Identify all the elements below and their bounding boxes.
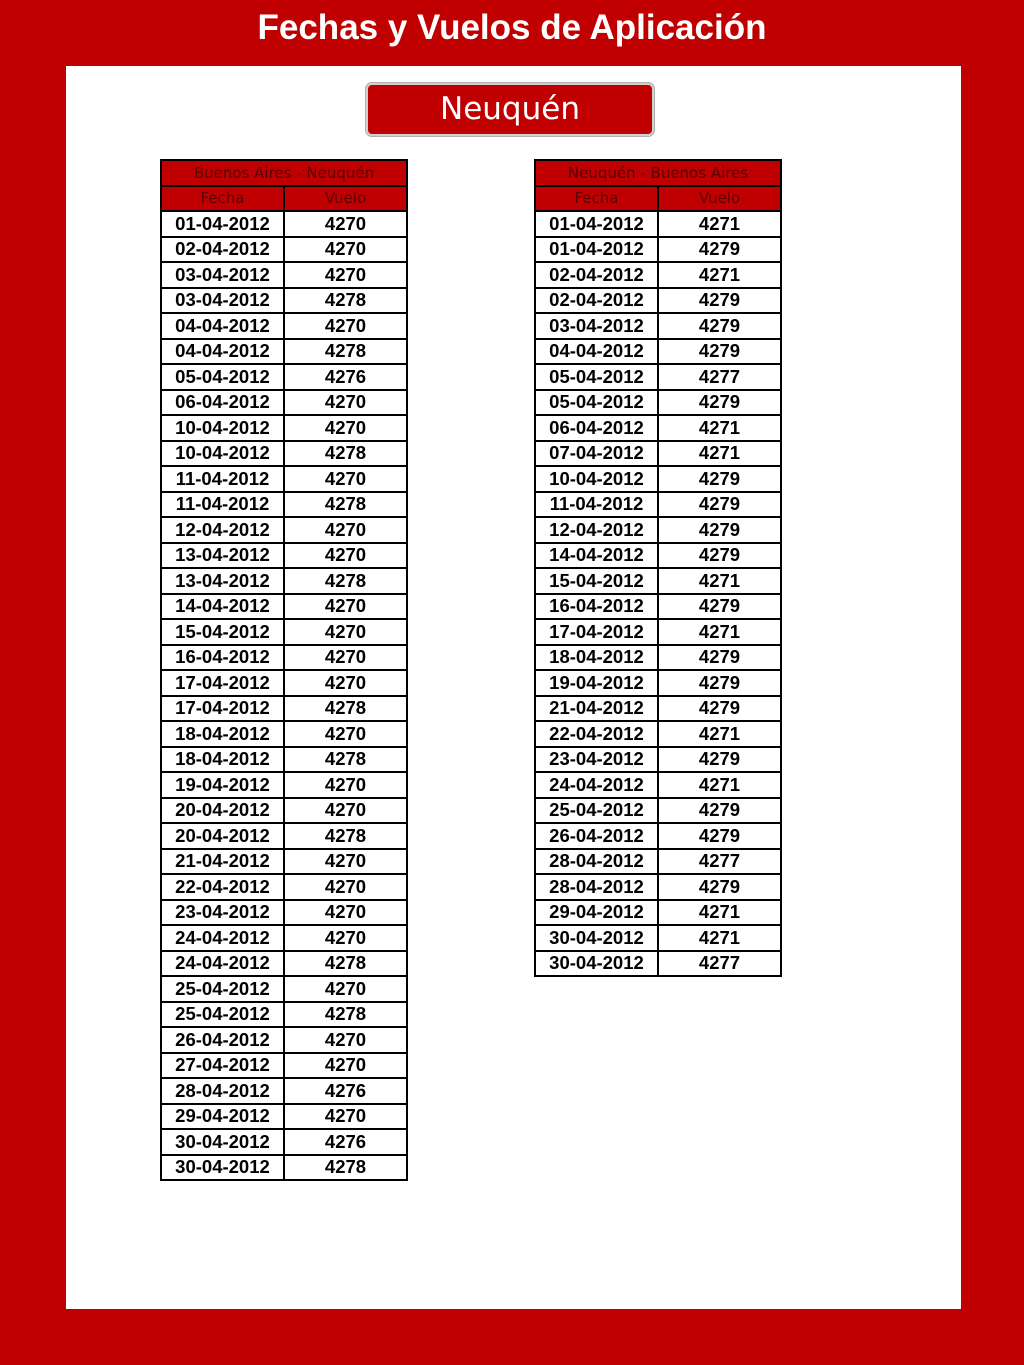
date-cell: 26-04-2012 bbox=[535, 823, 658, 849]
table-row bbox=[535, 874, 781, 900]
table-row bbox=[535, 670, 781, 696]
flight-cell: 4276 bbox=[284, 364, 407, 390]
flights-table-outbound bbox=[160, 159, 408, 1181]
date-cell: 14-04-2012 bbox=[161, 594, 284, 620]
date-cell: 15-04-2012 bbox=[161, 619, 284, 645]
table-row bbox=[535, 747, 781, 773]
flight-cell: 4278 bbox=[284, 288, 407, 314]
flight-cell: 4278 bbox=[284, 568, 407, 594]
table-row bbox=[161, 645, 407, 671]
flight-cell: 4277 bbox=[658, 849, 781, 875]
table-row bbox=[535, 849, 781, 875]
table-row bbox=[161, 976, 407, 1002]
table-row bbox=[535, 925, 781, 951]
flight-cell: 4277 bbox=[658, 951, 781, 977]
flight-cell: 4271 bbox=[658, 619, 781, 645]
table-row bbox=[535, 466, 781, 492]
table-row bbox=[161, 823, 407, 849]
flight-cell: 4271 bbox=[658, 721, 781, 747]
table-row bbox=[161, 721, 407, 747]
flight-cell: 4270 bbox=[284, 900, 407, 926]
table-row bbox=[161, 339, 407, 365]
table-row bbox=[161, 313, 407, 339]
flight-cell: 4270 bbox=[284, 772, 407, 798]
table-row bbox=[161, 1104, 407, 1130]
flight-cell: 4279 bbox=[658, 747, 781, 773]
date-cell: 14-04-2012 bbox=[535, 543, 658, 569]
table-row bbox=[161, 1002, 407, 1028]
flight-cell: 4270 bbox=[284, 517, 407, 543]
flight-cell: 4278 bbox=[284, 747, 407, 773]
date-cell: 10-04-2012 bbox=[161, 441, 284, 467]
date-cell: 30-04-2012 bbox=[535, 951, 658, 977]
table-row bbox=[161, 1155, 407, 1181]
date-cell: 23-04-2012 bbox=[535, 747, 658, 773]
table-row bbox=[161, 517, 407, 543]
date-cell: 03-04-2012 bbox=[161, 288, 284, 314]
flight-cell: 4279 bbox=[658, 313, 781, 339]
table-row bbox=[161, 798, 407, 824]
table-row bbox=[161, 415, 407, 441]
date-cell: 27-04-2012 bbox=[161, 1053, 284, 1079]
flight-cell: 4270 bbox=[284, 849, 407, 875]
date-cell: 11-04-2012 bbox=[161, 466, 284, 492]
flight-cell: 4278 bbox=[284, 339, 407, 365]
table-row bbox=[161, 1053, 407, 1079]
date-cell: 20-04-2012 bbox=[161, 798, 284, 824]
flight-cell: 4279 bbox=[658, 645, 781, 671]
column-header-row bbox=[161, 186, 407, 212]
date-cell: 04-04-2012 bbox=[161, 339, 284, 365]
date-cell: 28-04-2012 bbox=[535, 874, 658, 900]
flight-cell: 4270 bbox=[284, 211, 407, 237]
flight-cell: 4270 bbox=[284, 313, 407, 339]
table-row bbox=[535, 619, 781, 645]
flight-cell: 4270 bbox=[284, 976, 407, 1002]
table-row bbox=[161, 1027, 407, 1053]
column-header-vuelo: Vuelo bbox=[658, 186, 781, 212]
flight-cell: 4270 bbox=[284, 645, 407, 671]
table-row bbox=[161, 364, 407, 390]
date-cell: 20-04-2012 bbox=[161, 823, 284, 849]
flight-cell: 4270 bbox=[284, 619, 407, 645]
flight-cell: 4270 bbox=[284, 925, 407, 951]
date-cell: 03-04-2012 bbox=[535, 313, 658, 339]
date-cell: 16-04-2012 bbox=[535, 594, 658, 620]
date-cell: 30-04-2012 bbox=[535, 925, 658, 951]
table-row bbox=[535, 721, 781, 747]
flight-cell: 4270 bbox=[284, 594, 407, 620]
table-row bbox=[535, 517, 781, 543]
date-cell: 13-04-2012 bbox=[161, 543, 284, 569]
table-row bbox=[161, 211, 407, 237]
table-row bbox=[535, 594, 781, 620]
date-cell: 07-04-2012 bbox=[535, 441, 658, 467]
date-cell: 30-04-2012 bbox=[161, 1129, 284, 1155]
table-row bbox=[535, 288, 781, 314]
flight-cell: 4279 bbox=[658, 594, 781, 620]
flight-cell: 4270 bbox=[284, 670, 407, 696]
flights-table-return bbox=[534, 159, 782, 977]
date-cell: 18-04-2012 bbox=[161, 721, 284, 747]
date-cell: 26-04-2012 bbox=[161, 1027, 284, 1053]
date-cell: 17-04-2012 bbox=[535, 619, 658, 645]
date-cell: 06-04-2012 bbox=[161, 390, 284, 416]
date-cell: 04-04-2012 bbox=[535, 339, 658, 365]
date-cell: 01-04-2012 bbox=[535, 237, 658, 263]
date-cell: 29-04-2012 bbox=[535, 900, 658, 926]
table-row bbox=[535, 313, 781, 339]
table-row bbox=[535, 211, 781, 237]
table-row bbox=[161, 568, 407, 594]
flight-cell: 4279 bbox=[658, 798, 781, 824]
date-cell: 10-04-2012 bbox=[535, 466, 658, 492]
flight-cell: 4277 bbox=[658, 364, 781, 390]
flight-cell: 4270 bbox=[284, 721, 407, 747]
flight-cell: 4270 bbox=[284, 262, 407, 288]
flight-cell: 4279 bbox=[658, 339, 781, 365]
route-header-row bbox=[535, 160, 781, 186]
date-cell: 13-04-2012 bbox=[161, 568, 284, 594]
date-cell: 12-04-2012 bbox=[161, 517, 284, 543]
table-row bbox=[161, 1129, 407, 1155]
flight-cell: 4271 bbox=[658, 211, 781, 237]
table-row bbox=[535, 492, 781, 518]
flight-cell: 4270 bbox=[284, 1027, 407, 1053]
flight-cell: 4278 bbox=[284, 492, 407, 518]
table-row bbox=[535, 237, 781, 263]
table-row bbox=[535, 390, 781, 416]
table-row bbox=[161, 619, 407, 645]
date-cell: 21-04-2012 bbox=[535, 696, 658, 722]
route-title: Neuquén - Buenos Aires bbox=[535, 160, 781, 186]
table-row bbox=[535, 798, 781, 824]
table-row bbox=[161, 772, 407, 798]
date-cell: 16-04-2012 bbox=[161, 645, 284, 671]
date-cell: 24-04-2012 bbox=[161, 951, 284, 977]
date-cell: 24-04-2012 bbox=[161, 925, 284, 951]
flight-cell: 4278 bbox=[284, 951, 407, 977]
flight-cell: 4276 bbox=[284, 1078, 407, 1104]
date-cell: 25-04-2012 bbox=[535, 798, 658, 824]
flight-cell: 4278 bbox=[284, 823, 407, 849]
date-cell: 25-04-2012 bbox=[161, 1002, 284, 1028]
date-cell: 02-04-2012 bbox=[161, 237, 284, 263]
flight-cell: 4270 bbox=[284, 798, 407, 824]
flight-cell: 4271 bbox=[658, 262, 781, 288]
flight-cell: 4270 bbox=[284, 415, 407, 441]
table-row bbox=[161, 696, 407, 722]
table-row bbox=[161, 466, 407, 492]
route-header-row bbox=[161, 160, 407, 186]
table-row bbox=[535, 415, 781, 441]
flight-cell: 4278 bbox=[284, 1002, 407, 1028]
table-row bbox=[161, 390, 407, 416]
table-row bbox=[535, 339, 781, 365]
date-cell: 03-04-2012 bbox=[161, 262, 284, 288]
flight-cell: 4270 bbox=[284, 1053, 407, 1079]
date-cell: 12-04-2012 bbox=[535, 517, 658, 543]
date-cell: 30-04-2012 bbox=[161, 1155, 284, 1181]
table-row bbox=[161, 543, 407, 569]
table-row bbox=[161, 262, 407, 288]
flight-cell: 4279 bbox=[658, 543, 781, 569]
table-row bbox=[535, 441, 781, 467]
flight-cell: 4271 bbox=[658, 568, 781, 594]
table-row bbox=[161, 1078, 407, 1104]
column-header-fecha: Fecha bbox=[535, 186, 658, 212]
flight-cell: 4270 bbox=[284, 1104, 407, 1130]
column-header-vuelo: Vuelo bbox=[284, 186, 407, 212]
date-cell: 01-04-2012 bbox=[161, 211, 284, 237]
table-row bbox=[161, 288, 407, 314]
table-row bbox=[161, 492, 407, 518]
table-row bbox=[535, 543, 781, 569]
table-row bbox=[535, 262, 781, 288]
column-header-row bbox=[535, 186, 781, 212]
date-cell: 01-04-2012 bbox=[535, 211, 658, 237]
date-cell: 19-04-2012 bbox=[161, 772, 284, 798]
date-cell: 17-04-2012 bbox=[161, 696, 284, 722]
flight-cell: 4279 bbox=[658, 237, 781, 263]
table-row bbox=[161, 594, 407, 620]
date-cell: 17-04-2012 bbox=[161, 670, 284, 696]
flight-cell: 4279 bbox=[658, 823, 781, 849]
date-cell: 25-04-2012 bbox=[161, 976, 284, 1002]
date-cell: 21-04-2012 bbox=[161, 849, 284, 875]
date-cell: 18-04-2012 bbox=[535, 645, 658, 671]
date-cell: 05-04-2012 bbox=[535, 364, 658, 390]
table-row bbox=[161, 900, 407, 926]
date-cell: 29-04-2012 bbox=[161, 1104, 284, 1130]
column-header-fecha: Fecha bbox=[161, 186, 284, 212]
page-title: Fechas y Vuelos de Aplicación bbox=[257, 8, 767, 47]
table-row bbox=[535, 645, 781, 671]
date-cell: 04-04-2012 bbox=[161, 313, 284, 339]
table-row bbox=[535, 951, 781, 977]
flight-cell: 4279 bbox=[658, 492, 781, 518]
flight-cell: 4279 bbox=[658, 696, 781, 722]
table-row bbox=[535, 823, 781, 849]
flight-cell: 4279 bbox=[658, 390, 781, 416]
table-row bbox=[161, 874, 407, 900]
date-cell: 11-04-2012 bbox=[161, 492, 284, 518]
date-cell: 28-04-2012 bbox=[161, 1078, 284, 1104]
table-row bbox=[535, 364, 781, 390]
table-row bbox=[535, 568, 781, 594]
date-cell: 06-04-2012 bbox=[535, 415, 658, 441]
date-cell: 10-04-2012 bbox=[161, 415, 284, 441]
flight-cell: 4278 bbox=[284, 441, 407, 467]
date-cell: 22-04-2012 bbox=[161, 874, 284, 900]
flight-cell: 4270 bbox=[284, 237, 407, 263]
flight-cell: 4270 bbox=[284, 543, 407, 569]
table-row bbox=[161, 441, 407, 467]
flight-cell: 4270 bbox=[284, 390, 407, 416]
table-row bbox=[161, 670, 407, 696]
date-cell: 05-04-2012 bbox=[535, 390, 658, 416]
flight-cell: 4276 bbox=[284, 1129, 407, 1155]
table-row bbox=[161, 925, 407, 951]
date-cell: 05-04-2012 bbox=[161, 364, 284, 390]
flight-cell: 4278 bbox=[284, 696, 407, 722]
content-panel bbox=[66, 66, 961, 1309]
flight-cell: 4278 bbox=[284, 1155, 407, 1181]
table-row bbox=[161, 237, 407, 263]
table-row bbox=[535, 772, 781, 798]
flight-cell: 4279 bbox=[658, 288, 781, 314]
date-cell: 28-04-2012 bbox=[535, 849, 658, 875]
table-row bbox=[535, 696, 781, 722]
flight-cell: 4279 bbox=[658, 517, 781, 543]
flight-cell: 4271 bbox=[658, 441, 781, 467]
date-cell: 19-04-2012 bbox=[535, 670, 658, 696]
flight-cell: 4271 bbox=[658, 415, 781, 441]
flight-cell: 4271 bbox=[658, 772, 781, 798]
table-row bbox=[161, 747, 407, 773]
date-cell: 23-04-2012 bbox=[161, 900, 284, 926]
date-cell: 11-04-2012 bbox=[535, 492, 658, 518]
date-cell: 02-04-2012 bbox=[535, 262, 658, 288]
flight-cell: 4279 bbox=[658, 874, 781, 900]
flight-cell: 4279 bbox=[658, 466, 781, 492]
flight-cell: 4270 bbox=[284, 466, 407, 492]
date-cell: 22-04-2012 bbox=[535, 721, 658, 747]
flight-cell: 4279 bbox=[658, 670, 781, 696]
flight-cell: 4270 bbox=[284, 874, 407, 900]
city-badge: Neuquén bbox=[366, 83, 654, 136]
date-cell: 24-04-2012 bbox=[535, 772, 658, 798]
flight-cell: 4271 bbox=[658, 925, 781, 951]
route-title: Buenos Aires - Neuquén bbox=[161, 160, 407, 186]
table-row bbox=[161, 849, 407, 875]
date-cell: 15-04-2012 bbox=[535, 568, 658, 594]
date-cell: 18-04-2012 bbox=[161, 747, 284, 773]
table-row bbox=[161, 951, 407, 977]
date-cell: 02-04-2012 bbox=[535, 288, 658, 314]
table-row bbox=[535, 900, 781, 926]
flight-cell: 4271 bbox=[658, 900, 781, 926]
